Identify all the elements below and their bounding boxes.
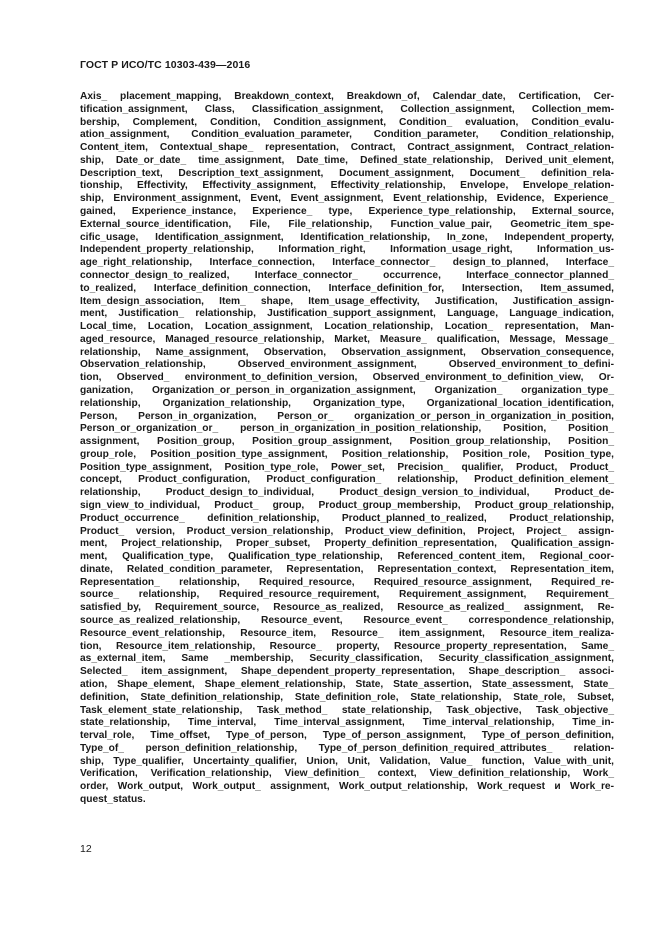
- paragraph-line: Observation_relationship, Observed_environment_assignment, Observed_environment_to_defini-: [80, 359, 614, 371]
- paragraph-line: bership, Complement, Condition, Condition_assignment, Condition_ evaluation, Condition_evalu-: [80, 116, 614, 128]
- paragraph-line: Type_of_ person_definition_relationship, Type_of_person_definition_required_attributes_ relation-: [80, 742, 614, 754]
- paragraph-line: Person_or_organization_or_ person_in_organization_in_position_relationship, Position, Position_: [80, 423, 614, 435]
- paragraph-line: concept, Product_configuration, Product_configuration_ relationship, Product_definition_element_: [80, 474, 614, 486]
- paragraph-line: tification_assignment, Class, Classification_assignment, Collection_assignment, Collection_mem-: [80, 103, 614, 115]
- paragraph-line: ation, Shape_element, Shape_element_relationship, State, State_assertion, State_assessment, State_: [80, 678, 614, 690]
- paragraph-line: Description_text, Description_text_assignment, Document_assignment, Document_ definition_rela-: [80, 167, 614, 179]
- paragraph-line: group_role, Position_position_type_assignment, Position_relationship, Position_role, Position_type,: [80, 448, 614, 460]
- paragraph-line: relationship, Name_assignment, Observation, Observation_assignment, Observation_consequence,: [80, 346, 614, 358]
- paragraph-line: Content_item, Contextual_shape_ representation, Contract, Contract_assignment, Contract_relation-: [80, 142, 614, 154]
- paragraph-line: quest_status.: [80, 793, 146, 805]
- paragraph-line: connector_design_to_realized, Interface_connector_ occurrence, Interface_connector_planned_: [80, 269, 614, 281]
- paragraph-line: order, Work_output, Work_output_ assignment, Work_output_relationship, Work_request и Work_re-: [80, 781, 614, 793]
- paragraph-line: ation_assignment, Condition_evaluation_parameter, Condition_parameter, Condition_relationship,: [80, 129, 614, 141]
- paragraph-line: External_source_identification, File, File_relationship, Function_value_pair, Geometric_item_spe-: [80, 218, 614, 230]
- paragraph-line: gained, Experience_instance, Experience_ type, Experience_type_relationship, External_source,: [80, 206, 614, 218]
- paragraph-line: source_ relationship, Required_resource_requirement, Requirement_assignment, Requirement_: [80, 589, 614, 601]
- paragraph-line: Task_element_state_relationship, Task_method_ state_relationship, Task_objective, Task_objective_: [80, 704, 614, 716]
- paragraph-line: Product_occurrence_ definition_relationship, Product_planned_to_realized, Product_relationship,: [80, 512, 614, 524]
- paragraph-line: to_realized, Interface_definition_connection, Interface_definition_for, Intersection, Item_assumed,: [80, 282, 614, 294]
- paragraph-line: state_relationship, Time_interval, Time_interval_assignment, Time_interval_relationship, Time_in-: [80, 717, 614, 729]
- paragraph-line: sign_view_to_individual, Product_ group, Product_group_membership, Product_group_relationship,: [80, 500, 614, 511]
- paragraph-line: satisfied_by, Requirement_source, Resource_as_realized, Resource_as_realized_ assignment, Re-: [80, 602, 614, 614]
- paragraph-line: terval_role, Time_offset, Type_of_person, Type_of_person_assignment, Type_of_person_definition,: [80, 730, 614, 742]
- paragraph-line: Resource_event_relationship, Resource_item, Resource_ item_assignment, Resource_item_realiza-: [80, 627, 614, 639]
- paragraph-line: Local_time, Location, Location_assignment, Location_relationship, Location_ representation, Man-: [80, 321, 614, 333]
- paragraph-line: tionship, Effectivity, Effectivity_assignment, Effectivity_relationship, Envelope, Envelope_relation-: [80, 180, 614, 192]
- paragraph-line: relationship, Organization_relationship, Organization_type, Organizational_location_identification,: [80, 397, 614, 409]
- paragraph-line: tion, Observed_ environment_to_definition_version, Observed_environment_to_definition_view, Or-: [80, 372, 614, 384]
- paragraph-line: Person, Person_in_organization, Person_or_ organization_or_person_in_organization_in_position,: [80, 410, 614, 422]
- paragraph-line: Product_ version, Product_version_relationship, Product_view_definition, Project, Project_ assign-: [80, 525, 614, 537]
- page-number: 12: [80, 843, 92, 855]
- paragraph-line: ship, Date_or_date_ time_assignment, Date_time, Defined_state_relationship, Derived_unit_element,: [80, 154, 614, 166]
- paragraph-line: ment, Qualification_type, Qualification_type_relationship, Referenced_content_item, Regional_coor-: [80, 551, 614, 563]
- paragraph-line: aged_resource, Managed_resource_relationship, Market, Measure_ qualification, Message, Message_: [80, 333, 614, 345]
- paragraph-line: source_as_realized_relationship, Resource_event, Resource_event_ correspondence_relationship,: [80, 615, 614, 627]
- paragraph-line: Independent_property_relationship, Information_right, Information_usage_right, Information_us-: [80, 244, 614, 256]
- paragraph-line: cific_usage, Identification_assignment, Identification_relationship, In_zone, Independent_property,: [80, 231, 614, 243]
- paragraph-line: Axis_ placement_mapping, Breakdown_context, Breakdown_of, Calendar_date, Certification, Cer-: [80, 91, 614, 102]
- paragraph-line: relationship, Product_design_to_individual, Product_design_version_to_individual, Product_de-: [80, 487, 614, 499]
- paragraph-line: age_right_relationship, Interface_connection, Interface_connector_ design_to_planned, Interface_: [80, 257, 614, 269]
- paragraph-line: Selected_ item_assignment, Shape_dependent_property_representation, Shape_description_ associ-: [80, 666, 614, 678]
- paragraph-line: definition, State_definition_relationship, State_definition_role, State_relationship, State_role, Subset,: [80, 691, 614, 703]
- paragraph-line: ship, Environment_assignment, Event, Event_assignment, Event_relationship, Evidence, Experience_: [80, 193, 614, 205]
- paragraph-line: Position_type_assignment, Position_type_role, Power_set, Precision_ qualifier, Product, Product_: [80, 461, 614, 473]
- entity-list-paragraph: [80, 91, 614, 807]
- paragraph-line: ganization, Organization_or_person_in_organization_assignment, Organization_ organization_type_: [80, 384, 614, 396]
- paragraph-line: ment, Justification_ relationship, Justification_support_assignment, Language, Language_indication,: [80, 308, 614, 320]
- paragraph-line: Representation_ relationship, Required_resource, Required_resource_assignment, Required_re-: [80, 576, 614, 588]
- document-header: ГОСТ Р ИСО/ТС 10303-439—2016: [80, 59, 251, 71]
- paragraph-line: Item_design_association, Item_ shape, Item_usage_effectivity, Justification, Justification_assign-: [80, 295, 614, 307]
- paragraph-line: dinate, Related_condition_parameter, Representation, Representation_context, Representation_item,: [80, 563, 614, 575]
- paragraph-line: as_external_item, Same _membership, Security_classification, Security_classification_assignment,: [80, 653, 614, 665]
- paragraph-line: assignment, Position_group, Position_group_assignment, Position_group_relationship, Position_: [80, 436, 614, 448]
- paragraph-line: tion, Resource_item_relationship, Resource_ property, Resource_property_representation, Same_: [80, 640, 614, 652]
- paragraph-line: ship, Type_qualifier, Uncertainty_qualifier, Union, Unit, Validation, Value_ function, Value_with_unit,: [80, 755, 614, 767]
- paragraph-line: Verification, Verification_relationship, View_definition_ context, View_definition_relationship, Work_: [80, 768, 614, 780]
- paragraph-line: ment, Project_relationship, Proper_subset, Property_definition_representation, Qualification_assign-: [80, 538, 614, 550]
